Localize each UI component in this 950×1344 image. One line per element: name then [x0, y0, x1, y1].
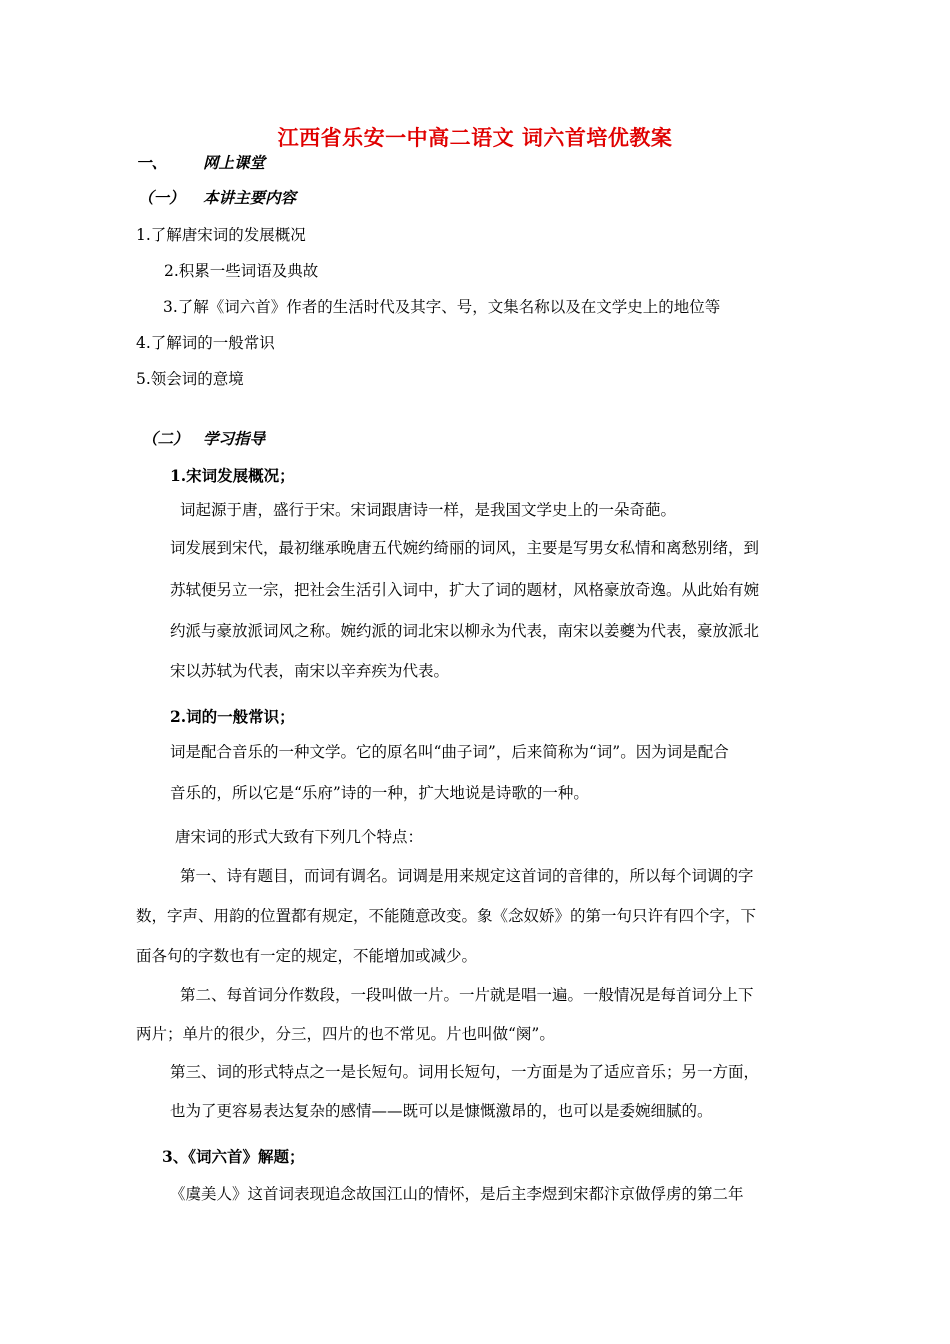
paragraph-line: 面各句的字数也有一定的规定，不能增加或减少。	[136, 947, 478, 965]
paragraph-line: 词起源于唐，盛行于宋。宋词跟唐诗一样，是我国文学史上的一朵奇葩。	[180, 501, 677, 519]
list-item: 1.了解唐宋词的发展概况	[136, 226, 306, 244]
guide-heading-3: 3、《词六首》解题；	[162, 1147, 305, 1166]
paragraph-line: 词是配合音乐的一种文学。它的原名叫“曲子词”，后来简称为“词”。因为词是配合	[170, 743, 729, 761]
paragraph-line: 宋以苏轼为代表，南宋以辛弃疾为代表。	[170, 662, 450, 680]
subsection-number-1: （一）	[138, 188, 185, 207]
paragraph-line: 第一、诗有题目，而词有调名。词调是用来规定这首词的音律的，所以每个词调的字	[180, 867, 754, 885]
paragraph-line: 词发展到宋代，最初继承晚唐五代婉约绮丽的词风，主要是写男女私情和离愁别绪，到	[170, 539, 760, 557]
document-title: 江西省乐安一中高二语文 词六首培优教案	[277, 125, 673, 150]
list-item: 2.积累一些词语及典故	[164, 262, 319, 280]
subsection-heading-2: 学习指导	[203, 429, 266, 448]
list-item: 3.了解《词六首》作者的生活时代及其字、号，文集名称以及在文学史上的地位等	[163, 298, 721, 316]
list-item: 4.了解词的一般常识	[136, 334, 275, 352]
paragraph-line: 唐宋词的形式大致有下列几个特点：	[175, 828, 424, 846]
paragraph-line: 第二、每首词分作数段，一段叫做一片。一片就是唱一遍。一般情况是每首词分上下	[180, 986, 754, 1004]
paragraph-line: 约派与豪放派词风之称。婉约派的词北宋以柳永为代表，南宋以姜夔为代表，豪放派北	[170, 622, 760, 640]
paragraph-line: 数，字声、用韵的位置都有规定，不能随意改变。象《念奴娇》的第一句只许有四个字，下	[136, 907, 757, 925]
paragraph-line: 两片；单片的很少，分三，四片的也不常见。片也叫做“阕”。	[136, 1025, 555, 1043]
paragraph-line: 也为了更容易表达复杂的感情——既可以是慷慨激昂的，也可以是委婉细腻的。	[170, 1102, 713, 1120]
section-number-1: 一、	[136, 153, 168, 172]
paragraph-line: 音乐的，所以它是“乐府”诗的一种，扩大地说是诗歌的一种。	[170, 784, 589, 802]
list-item: 5.领会词的意境	[136, 370, 244, 388]
paragraph-line: 《虞美人》这首词表现追念故国江山的情怀，是后主李煜到宋都汴京做俘虏的第二年	[170, 1185, 744, 1203]
guide-heading-1: 1.宋词发展概况；	[170, 466, 295, 485]
paragraph-line: 第三、词的形式特点之一是长短句。词用长短句，一方面是为了适应音乐；另一方面，	[170, 1063, 760, 1081]
section-heading-1: 网上课堂	[203, 153, 266, 172]
paragraph-line: 苏轼便另立一宗，把社会生活引入词中，扩大了词的题材，风格豪放奇逸。从此始有婉	[170, 581, 760, 599]
guide-heading-2: 2.词的一般常识；	[170, 707, 295, 726]
subsection-number-2: （二）	[142, 429, 189, 448]
subsection-heading-1: 本讲主要内容	[203, 188, 297, 207]
